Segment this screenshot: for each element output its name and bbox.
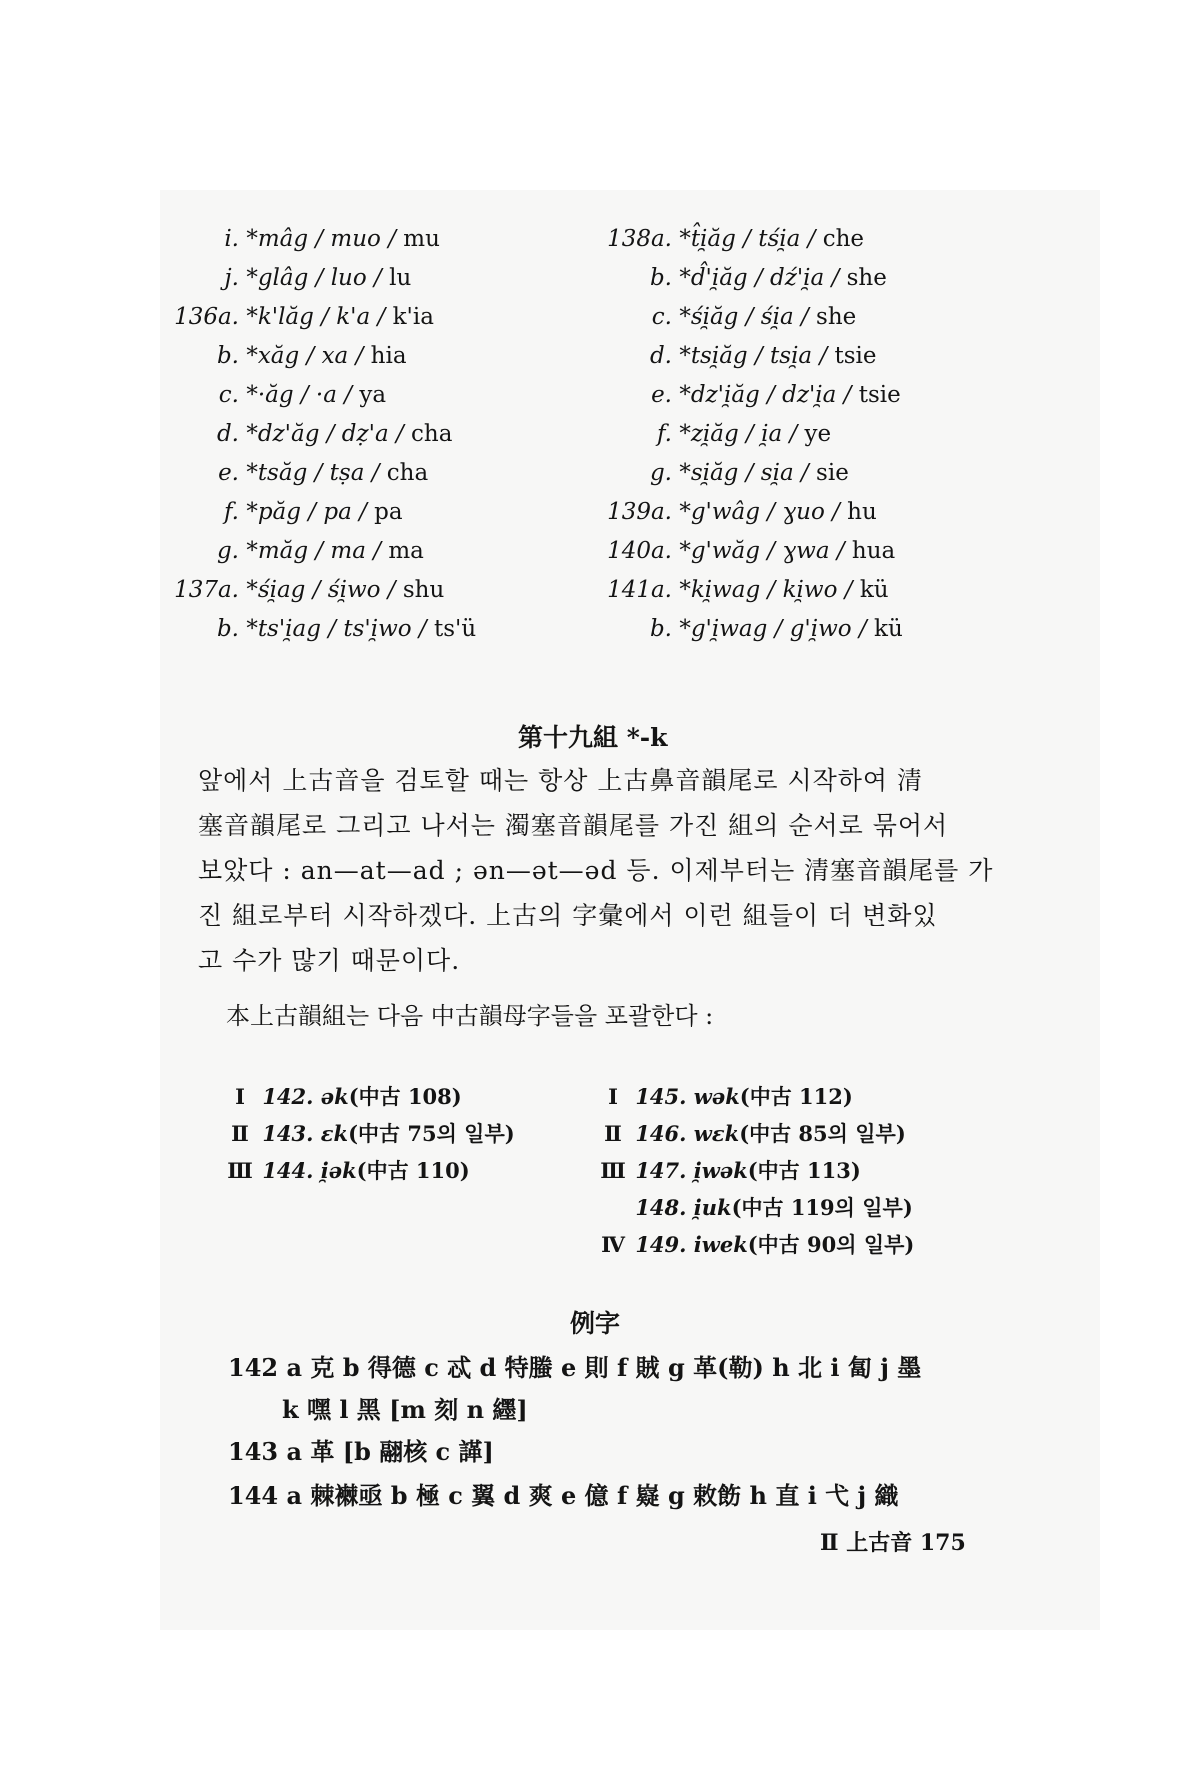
paragraph-line: 보았다 : an—at—ad ; ən—ət—əd 등. 이제부터는 清塞音韻尾를 가 [198,856,994,885]
rhyme-row: Ⅰ 145. wək(中古 112) [608,1084,853,1109]
rhyme-list-left [225,1078,515,1189]
reconstruction-list-left [135,220,476,649]
section-heading: 第十九組 *-k [518,723,668,752]
reconstruction-row: g. *măg / ma / ma [216,538,424,564]
example-line: k 嘿 l 黑 [m 刻 n 纆] [282,1395,528,1424]
reconstruction-row: d. *tsi̯ăg / tsi̯a / tsie [649,343,877,369]
reconstruction-row: b. *g'i̯wag / g'i̯wo / kü [649,616,903,642]
example-line: 144 a 棘襋亟 b 極 c 翼 d 爽 e 億 f 嶷 g 敕飭 h 直 i 弋 j 織 [228,1481,899,1510]
reconstruction-row: j. *glâg / luo / lu [224,265,412,291]
rhyme-list-right [598,1078,914,1263]
rhyme-row: Ⅲ 147. i̯wək(中古 113) [600,1158,861,1183]
reconstruction-row: 140a. *g'wăg / ɣwa / hua [607,538,896,564]
rhyme-intro: 本上古韻組는 다음 中古韻母字들을 포괄한다 : [226,1002,714,1030]
rhyme-row: Ⅱ 146. wɛk(中古 85의 일부) [604,1121,906,1146]
example-line: 143 a 革 [b 翮核 c 諽] [228,1437,494,1466]
reconstruction-row: 139a. *g'wâg / ɣuo / hu [607,499,877,525]
reconstruction-row: 138a. *t̂i̯ăg / tśi̯a / che [607,226,865,252]
reconstruction-row: b. *xăg / xa / hia [216,343,407,369]
paragraph-line: 앞에서 上古音을 검토할 때는 항상 上古鼻音韻尾로 시작하여 清 [198,766,924,795]
reconstruction-row: b. *d̂'i̯ăg / dź'i̯a / she [649,265,887,291]
examples-title: 例字 [570,1309,621,1338]
rhyme-row: 148. i̯uk(中古 119의 일부) [635,1195,913,1220]
paragraph-line: 고 수가 많기 때문이다. [198,946,461,975]
reconstruction-list-right [600,220,903,649]
reconstruction-row: f. *păg / pa / pa [223,499,403,525]
section-paragraph [198,758,993,983]
rhyme-row: Ⅳ 149. iwek(中古 90의 일부) [601,1232,915,1257]
rhyme-row: Ⅰ 142. ək(中古 108) [235,1084,462,1109]
reconstruction-row: c. *śi̯ăg / śi̯a / she [651,304,857,330]
reconstruction-row: e. *dz'i̯ăg / dz'i̯a / tsie [651,382,901,408]
reconstruction-row: c. *·ăg / ·a / ya [218,382,387,408]
reconstruction-row: g. *si̯ăg / si̯a / sie [649,460,849,486]
reconstruction-row: 136a. *k'lăg / k'a / k'ia [174,304,434,330]
page-footer: Ⅱ 上古音 175 [820,1530,966,1556]
reconstruction-row: e. *tsăg / tṣa / cha [218,460,429,486]
rhyme-row: Ⅱ 143. ɛk(中古 75의 일부) [231,1121,515,1146]
rhyme-row: Ⅲ 144. i̯ək(中古 110) [227,1158,470,1183]
reconstruction-row: f. *zi̯ăg / i̯a / ye [656,421,832,447]
example-line: 142 a 克 b 得德 c 忒 d 特螣 e 則 f 賊 g 革(勒) h 北 i 匐 j 墨 [228,1353,922,1382]
paragraph-line: 塞音韻尾로 그리고 나서는 濁塞音韻尾를 가진 組의 순서로 묶어서 [198,811,949,840]
reconstruction-row: 141a. *ki̯wag / ki̯wo / kü [607,577,889,603]
reconstruction-row: i. *mâg / muo / mu [224,226,440,252]
reconstruction-row: d. *dz'ăg / dẓ'a / cha [216,421,453,447]
reconstruction-row: 137a. *śi̯ag / śi̯wo / shu [174,577,445,603]
paragraph-line: 진 組로부터 시작하겠다. 上古의 字彙에서 이런 組들이 더 변화있 [198,901,938,930]
reconstruction-row: b. *ts'i̯ag / ts'i̯wo / ts'ü [216,616,477,642]
